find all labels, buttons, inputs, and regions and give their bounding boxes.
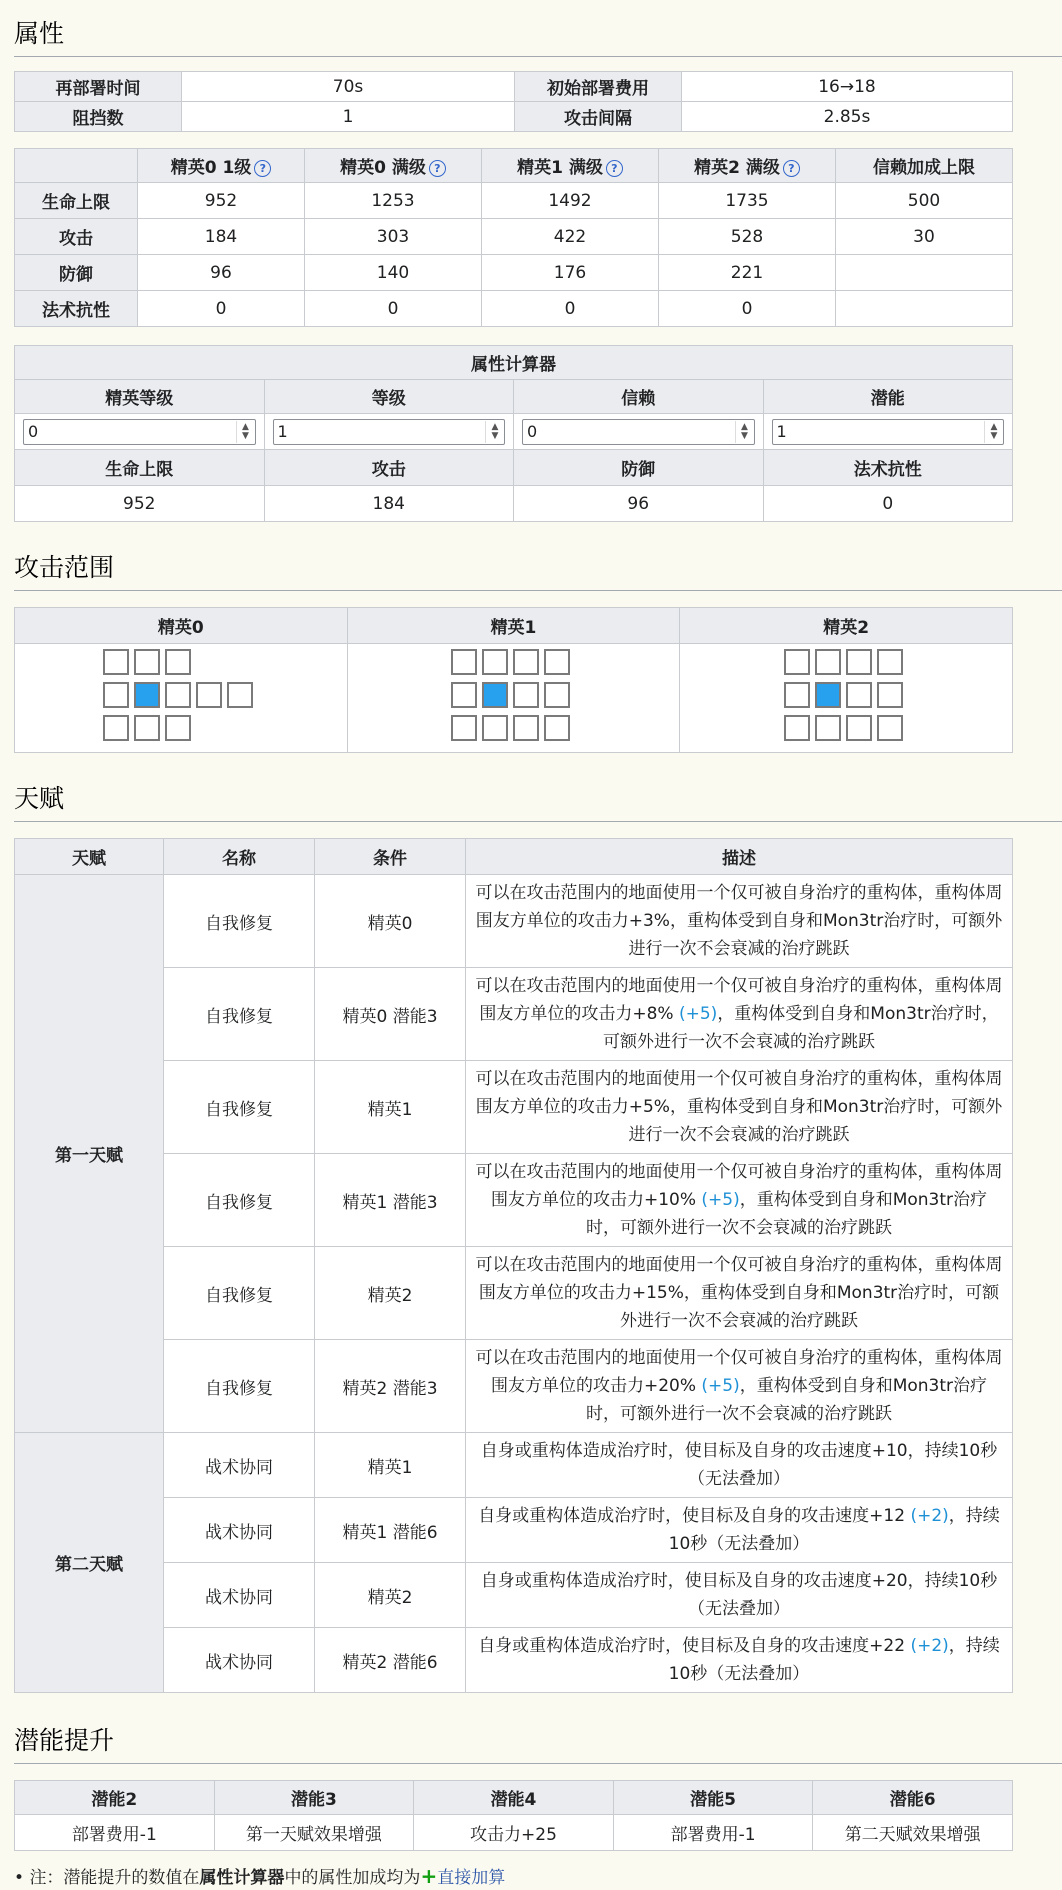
talent-header: 条件 [315, 839, 466, 875]
range-cell [134, 649, 160, 675]
block-value: 1 [182, 102, 515, 132]
help-icon[interactable]: ? [429, 160, 446, 177]
talent-condition: 精英2 [315, 1247, 466, 1340]
stat-value: 0 [482, 291, 659, 327]
talent-header: 天赋 [15, 839, 164, 875]
stepper-arrows-icon[interactable]: ▲ ▼ [735, 421, 754, 443]
table-row [15, 183, 1013, 219]
plus-icon: + [420, 1864, 438, 1888]
potential-table [14, 1780, 1013, 1851]
talent-potential-bonus: (+5) [701, 1376, 740, 1396]
range-cell [482, 715, 508, 741]
talent-condition: 精英1 [315, 1433, 466, 1498]
talent-description-text: 自身或重构体造成治疗时，使目标及自身的攻击速度+22 [478, 1636, 911, 1656]
talent-name: 自我修复 [164, 1340, 315, 1433]
stats-header: 精英1 满级 ? [482, 149, 659, 183]
help-icon[interactable]: ? [606, 160, 623, 177]
calc-output-label: 生命上限 [15, 450, 265, 486]
elite-level-stepper[interactable]: 0 ▲ ▼ [23, 419, 256, 445]
range-cell [451, 715, 477, 741]
calc-input-label: 潜能 [763, 380, 1013, 414]
range-grid-row [103, 649, 258, 682]
table-row [15, 1498, 1013, 1563]
range-cell [513, 649, 539, 675]
range-cell [544, 682, 570, 708]
talent-condition: 精英2 潜能3 [315, 1340, 466, 1433]
talent-name: 自我修复 [164, 1154, 315, 1247]
potential-value: 第二天赋效果增强 [813, 1815, 1013, 1851]
table-row [15, 968, 1013, 1061]
calc-output-label: 防御 [514, 450, 764, 486]
table-row [15, 1154, 1013, 1247]
range-cell-empty [227, 715, 253, 741]
range-grid-row [451, 715, 575, 748]
potential-value: 第一天赋效果增强 [214, 1815, 414, 1851]
range-cell [451, 649, 477, 675]
talent-name: 自我修复 [164, 968, 315, 1061]
stat-value: 0 [138, 291, 305, 327]
talent-condition: 精英1 潜能6 [315, 1498, 466, 1563]
direct-add-link[interactable]: 直接加算 [437, 1868, 506, 1888]
range-cell [784, 715, 810, 741]
potential-value: 攻击力+25 [414, 1815, 614, 1851]
stat-label: 攻击 [15, 219, 138, 255]
talent-description-text: 可以在攻击范围内的地面使用一个仅可被自身治疗的重构体，重构体周围友方单位的攻击力+20% [475, 1348, 1003, 1396]
stat-value: 422 [482, 219, 659, 255]
stat-value: 221 [659, 255, 836, 291]
table-row [15, 1433, 1013, 1498]
table-row [15, 1628, 1013, 1693]
stats-header: 精英2 满级 ? [659, 149, 836, 183]
calc-input-label: 等级 [264, 380, 514, 414]
talent-header: 描述 [466, 839, 1013, 875]
table-row [15, 875, 1013, 968]
section-title-potential: 潜能提升 [14, 1707, 1062, 1764]
stat-value: 0 [305, 291, 482, 327]
talent-potential-bonus: (+2) [910, 1506, 949, 1526]
table-row [15, 291, 1013, 327]
section-title-attributes: 属性 [14, 0, 1062, 57]
range-grid-row [103, 715, 258, 748]
range-grid [451, 644, 575, 752]
stat-label: 法术抗性 [15, 291, 138, 327]
note-bold: 属性计算器 [199, 1868, 285, 1888]
talent-description-text: ，重构体受到自身和Mon3tr治疗时，可额外进行一次不会衰减的治疗跳跃 [603, 1004, 999, 1052]
stat-value: 500 [836, 183, 1013, 219]
talent-description [466, 1498, 1013, 1563]
section-title-range: 攻击范围 [14, 534, 1062, 591]
potential-header: 潜能4 [414, 1781, 614, 1815]
talent-description [466, 1247, 1013, 1340]
calc-output-value: 0 [763, 486, 1013, 522]
talent-description-text: 可以在攻击范围内的地面使用一个仅可被自身治疗的重构体，重构体周围友方单位的攻击力+5%，重构体受到自身和Mon3tr治疗时，可额外进行一次不会衰减的治疗跳跃 [475, 1069, 1003, 1145]
potential-header: 潜能5 [613, 1781, 813, 1815]
range-cell [451, 682, 477, 708]
talent-potential-bonus: (+2) [910, 1636, 949, 1656]
talent-condition: 精英2 [315, 1563, 466, 1628]
talent-description [466, 1340, 1013, 1433]
range-cell [815, 715, 841, 741]
calc-output-value: 96 [514, 486, 764, 522]
cost-value: 16→18 [682, 72, 1013, 102]
talent-description [466, 1061, 1013, 1154]
interval-label: 攻击间隔 [515, 102, 682, 132]
talent-description-text: 自身或重构体造成治疗时，使目标及自身的攻击速度+10，持续10秒（无法叠加） [480, 1441, 998, 1489]
range-header: 精英1 [347, 608, 680, 644]
range-cell [513, 715, 539, 741]
talent-name: 自我修复 [164, 1247, 315, 1340]
stats-corner [15, 149, 138, 183]
range-cell [227, 682, 253, 708]
calc-output-label: 攻击 [264, 450, 514, 486]
stat-value: 1492 [482, 183, 659, 219]
range-cell [544, 715, 570, 741]
calculator-title: 属性计算器 [15, 346, 1013, 380]
stat-label: 生命上限 [15, 183, 138, 219]
range-cell [103, 682, 129, 708]
talent-description-text: ，重构体受到自身和Mon3tr治疗时，可额外进行一次不会衰减的治疗跳跃 [586, 1190, 988, 1238]
potential-header: 潜能2 [15, 1781, 215, 1815]
range-grid [103, 644, 258, 752]
section-title-talents: 天赋 [14, 765, 1062, 822]
stats-table [14, 148, 1013, 327]
range-cell [877, 682, 903, 708]
redeploy-value: 70s [182, 72, 515, 102]
range-cell [846, 649, 872, 675]
block-label: 阻挡数 [15, 102, 182, 132]
talent-description [466, 1628, 1013, 1693]
table-row [15, 1340, 1013, 1433]
stepper-arrows-icon[interactable]: ▲ ▼ [485, 421, 504, 443]
bullet: • [14, 1868, 25, 1888]
range-header: 精英2 [680, 608, 1013, 644]
talent-description-text: 可以在攻击范围内的地面使用一个仅可被自身治疗的重构体，重构体周围友方单位的攻击力+10% [475, 1162, 1003, 1210]
stat-value: 952 [138, 183, 305, 219]
range-cell-self [134, 682, 160, 708]
stat-value: 176 [482, 255, 659, 291]
talent-description-text: 可以在攻击范围内的地面使用一个仅可被自身治疗的重构体，重构体周围友方单位的攻击力+15%，重构体受到自身和Mon3tr治疗时，可额外进行一次不会衰减的治疗跳跃 [475, 1255, 1003, 1331]
stats-header: 信赖加成上限 [836, 149, 1013, 183]
talent-description [466, 1433, 1013, 1498]
range-cell [165, 682, 191, 708]
potential-stepper[interactable]: 1 ▲ ▼ [772, 419, 1005, 445]
talent-header: 名称 [164, 839, 315, 875]
talent-description-text: 自身或重构体造成治疗时，使目标及自身的攻击速度+12 [478, 1506, 911, 1526]
deploy-table [14, 71, 1013, 132]
talent-group-label: 第一天赋 [15, 875, 164, 1433]
range-cell [846, 682, 872, 708]
talent-potential-bonus: (+5) [678, 1004, 718, 1024]
range-cell [165, 715, 191, 741]
stepper-arrows-icon[interactable]: ▲ ▼ [984, 421, 1003, 443]
help-icon[interactable]: ? [254, 160, 271, 177]
stat-value: 528 [659, 219, 836, 255]
talent-description-text: ，持续10秒（无法叠加） [668, 1506, 1000, 1554]
range-grid-row [103, 682, 258, 715]
talent-condition: 精英1 [315, 1061, 466, 1154]
calc-output-value: 952 [15, 486, 265, 522]
talent-name: 自我修复 [164, 875, 315, 968]
range-grid [784, 644, 908, 752]
range-grid-row [784, 715, 908, 748]
range-cell [103, 649, 129, 675]
range-cell [103, 715, 129, 741]
cost-label: 初始部署费用 [515, 72, 682, 102]
range-cell [513, 682, 539, 708]
talent-description-text: 自身或重构体造成治疗时，使目标及自身的攻击速度+20，持续10秒（无法叠加） [480, 1571, 998, 1619]
calc-input-label: 精英等级 [15, 380, 265, 414]
range-cell [877, 715, 903, 741]
note-text: 中的属性加成均为 [284, 1868, 421, 1888]
level-stepper[interactable]: 1 ▲ ▼ [273, 419, 506, 445]
table-row [15, 255, 1013, 291]
talent-condition: 精英0 [315, 875, 466, 968]
potential-header: 潜能3 [214, 1781, 414, 1815]
range-cell [784, 649, 810, 675]
talent-table [14, 838, 1013, 1693]
potential-header: 潜能6 [813, 1781, 1013, 1815]
range-grid-row [784, 682, 908, 715]
talent-description-text: ，持续10秒（无法叠加） [668, 1636, 1000, 1684]
talent-description [466, 1154, 1013, 1247]
talent-description-text: ，重构体受到自身和Mon3tr治疗时，可额外进行一次不会衰减的治疗跳跃 [586, 1376, 988, 1424]
range-cell-self [815, 682, 841, 708]
range-cell [846, 715, 872, 741]
range-grid-row [784, 649, 908, 682]
range-table [14, 607, 1013, 753]
range-cell [134, 715, 160, 741]
stats-header: 精英0 1级 ? [138, 149, 305, 183]
calculator-table [14, 345, 1013, 522]
stepper-arrows-icon[interactable]: ▲ ▼ [236, 421, 255, 443]
talent-group-label: 第二天赋 [15, 1433, 164, 1693]
range-cell [877, 649, 903, 675]
stat-value: 184 [138, 219, 305, 255]
help-icon[interactable]: ? [783, 160, 800, 177]
stat-label: 防御 [15, 255, 138, 291]
table-row [15, 1247, 1013, 1340]
talent-condition: 精英0 潜能3 [315, 968, 466, 1061]
range-cell-empty [196, 649, 222, 675]
talent-name: 战术协同 [164, 1628, 315, 1693]
talent-potential-bonus: (+5) [701, 1190, 740, 1210]
range-cell-empty [196, 715, 222, 741]
table-row [15, 1563, 1013, 1628]
talent-condition: 精英1 潜能3 [315, 1154, 466, 1247]
stat-value: 140 [305, 255, 482, 291]
range-cell [815, 649, 841, 675]
calc-output-value: 184 [264, 486, 514, 522]
talent-condition: 精英2 潜能6 [315, 1628, 466, 1693]
table-row [15, 219, 1013, 255]
stats-header: 精英0 满级 ? [305, 149, 482, 183]
potential-value: 部署费用-1 [15, 1815, 215, 1851]
talent-description-text: 可以在攻击范围内的地面使用一个仅可被自身治疗的重构体，重构体周围友方单位的攻击力+3%，重构体受到自身和Mon3tr治疗时，可额外进行一次不会衰减的治疗跳跃 [475, 883, 1003, 959]
redeploy-label: 再部署时间 [15, 72, 182, 102]
range-grid-row [451, 649, 575, 682]
range-header: 精英0 [15, 608, 348, 644]
talent-description [466, 875, 1013, 968]
range-grid-row [451, 682, 575, 715]
talent-description-text: 可以在攻击范围内的地面使用一个仅可被自身治疗的重构体，重构体周围友方单位的攻击力+8% [475, 976, 1003, 1024]
stat-value: 1253 [305, 183, 482, 219]
range-cell [544, 649, 570, 675]
range-cell [196, 682, 222, 708]
range-cell-empty [227, 649, 253, 675]
stat-value [836, 255, 1013, 291]
stat-value: 303 [305, 219, 482, 255]
stat-value: 1735 [659, 183, 836, 219]
stat-value [836, 291, 1013, 327]
note-text: 注：潜能提升的数值在 [29, 1868, 200, 1888]
table-row [15, 1061, 1013, 1154]
potential-value: 部署费用-1 [613, 1815, 813, 1851]
talent-name: 战术协同 [164, 1563, 315, 1628]
trust-stepper[interactable]: 0 ▲ ▼ [522, 419, 755, 445]
stat-value: 30 [836, 219, 1013, 255]
talent-name: 自我修复 [164, 1061, 315, 1154]
interval-value: 2.85s [682, 102, 1013, 132]
talent-description [466, 1563, 1013, 1628]
stat-value: 96 [138, 255, 305, 291]
calc-output-label: 法术抗性 [763, 450, 1013, 486]
range-cell [165, 649, 191, 675]
talent-name: 战术协同 [164, 1433, 315, 1498]
talent-description [466, 968, 1013, 1061]
range-cell-self [482, 682, 508, 708]
calc-input-label: 信赖 [514, 380, 764, 414]
range-cell [482, 649, 508, 675]
potential-note [14, 1863, 1062, 1888]
stat-value: 0 [659, 291, 836, 327]
range-cell [784, 682, 810, 708]
talent-name: 战术协同 [164, 1498, 315, 1563]
